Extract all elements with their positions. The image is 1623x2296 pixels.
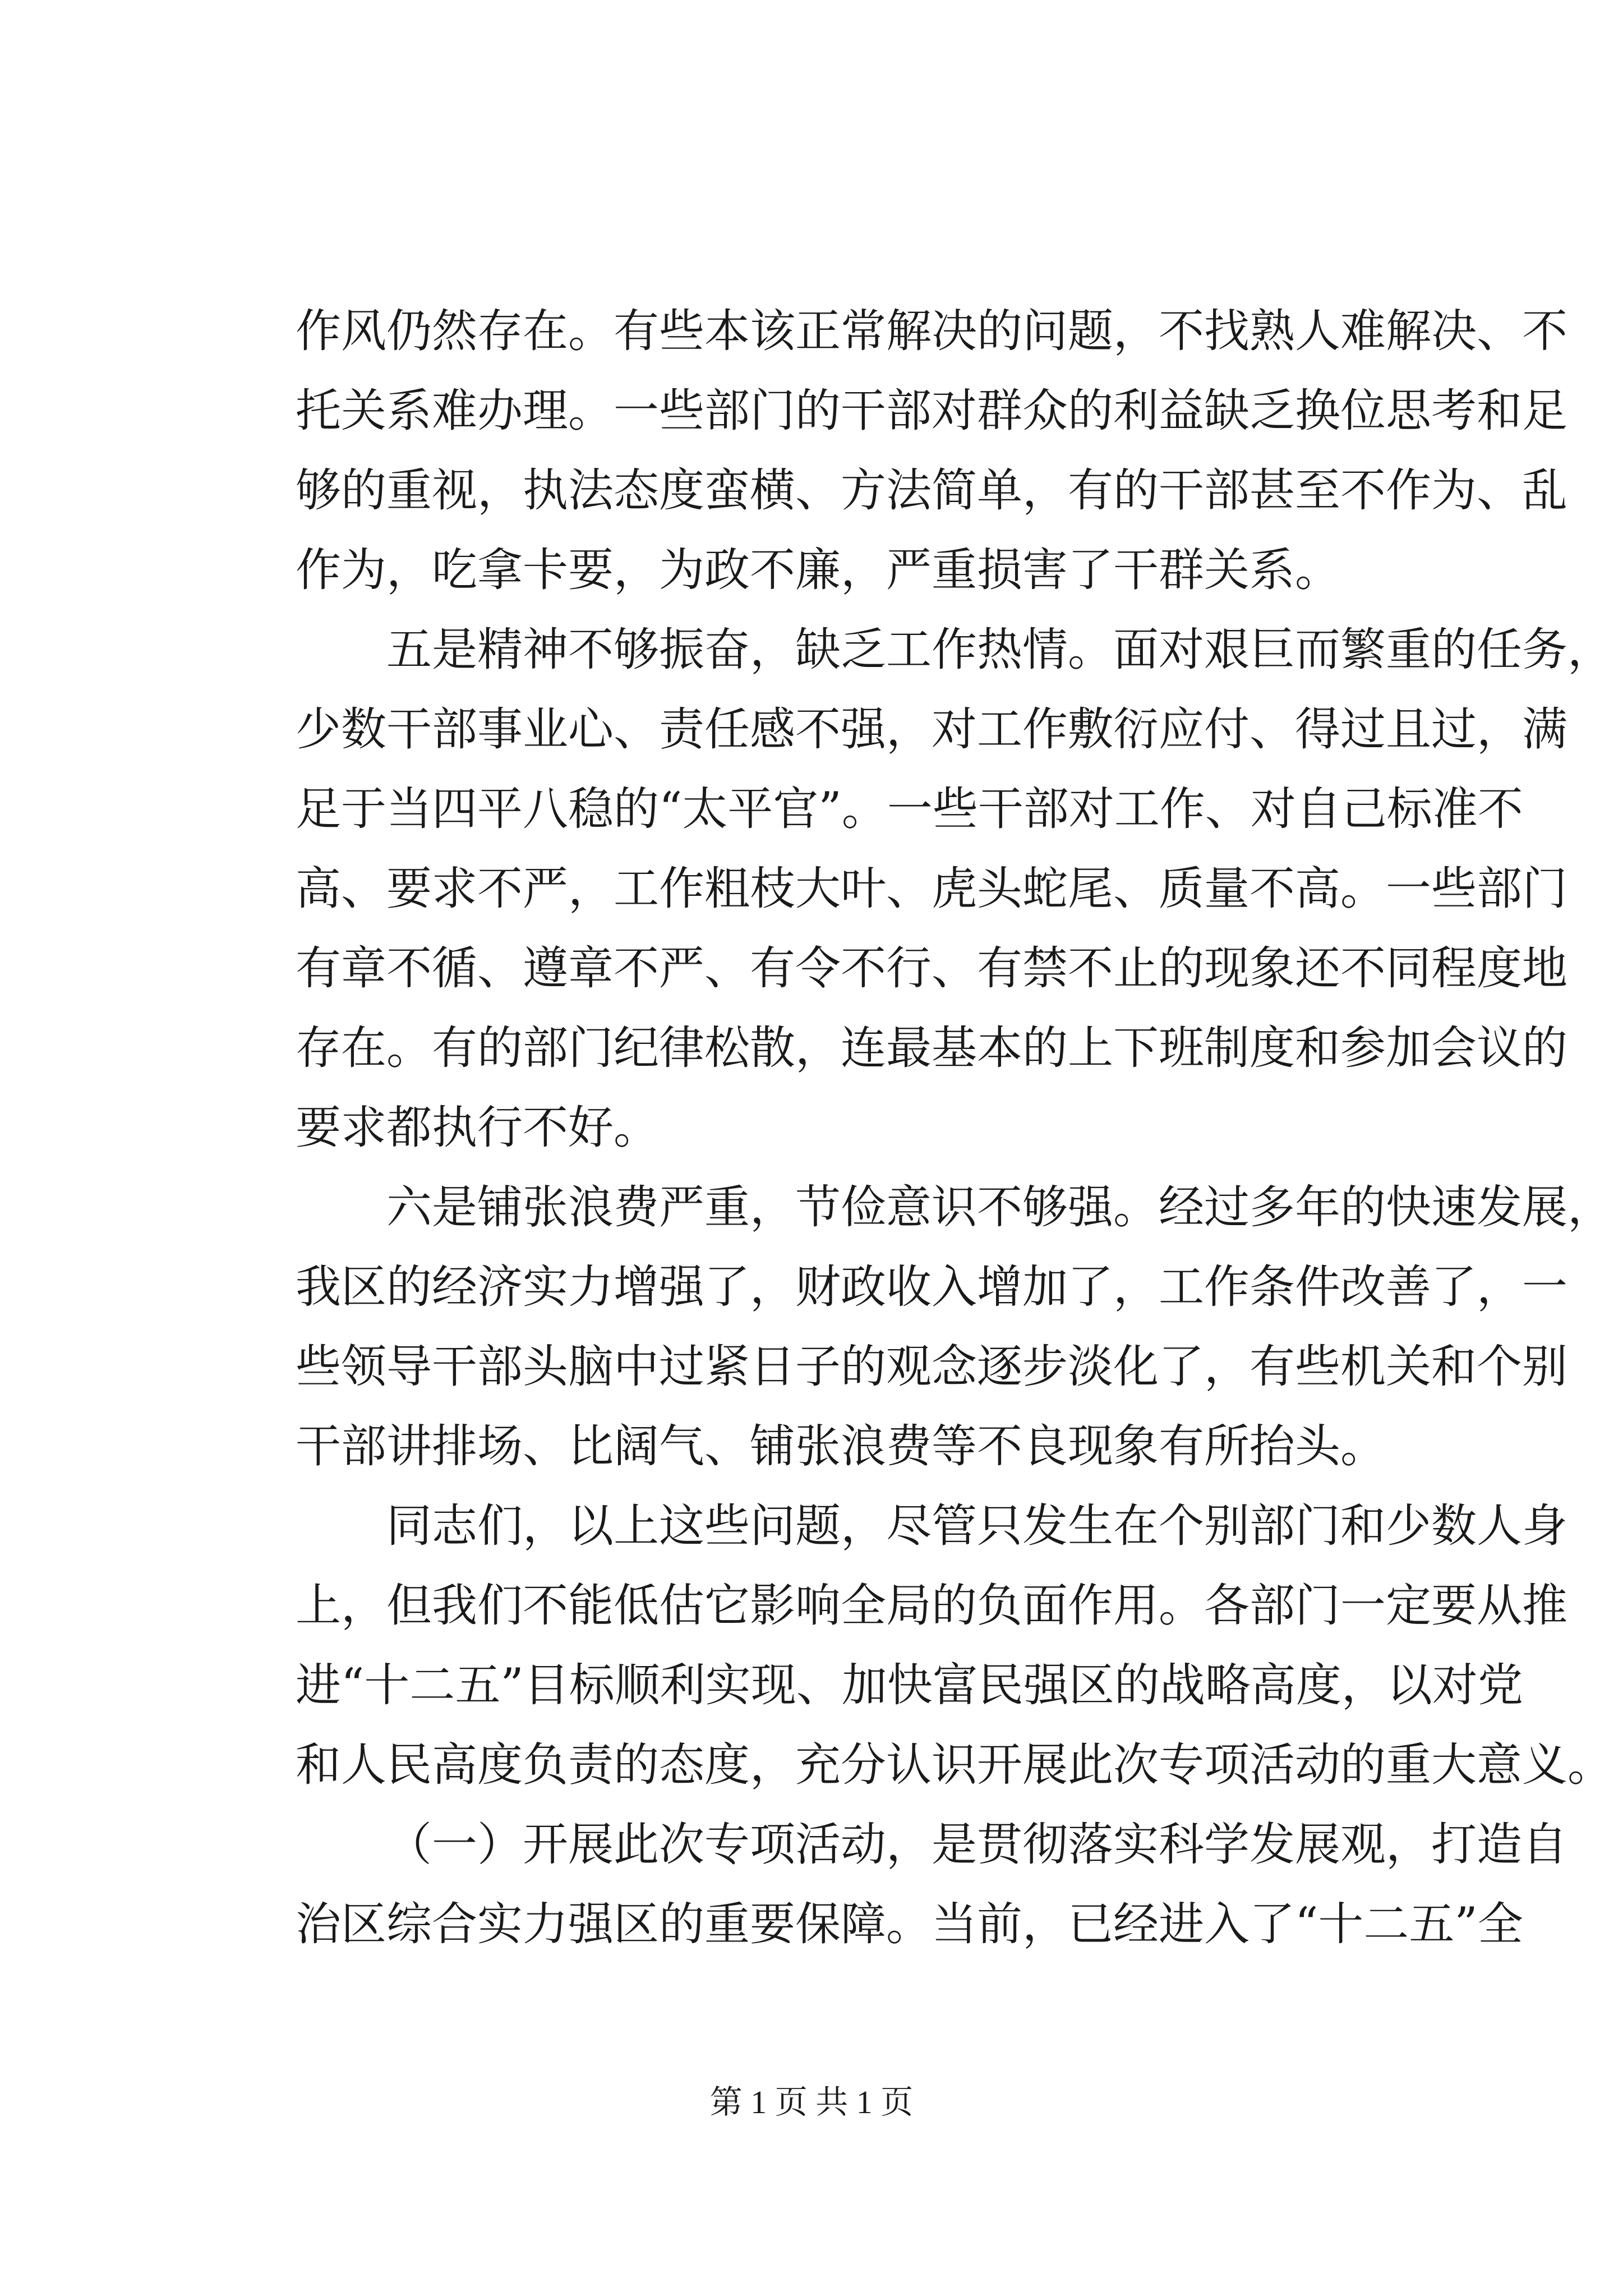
text-line: 高、要求不严，工作粗枝大叶、虎头蛇尾、质量不高。一些部门 [296,863,1568,915]
body-text [296,292,1613,1964]
text-line: 六是铺张浪费严重，节俭意识不够强。经过多年的快速发展， [386,1181,1613,1234]
text-line: 些领导干部头脑中过紧日子的观念逐步淡化了，有些机关和个别 [296,1341,1568,1393]
text-line: 作风仍然存在。有些本该正常解决的问题，不找熟人难解决、不 [296,305,1568,358]
text-line: （一）开展此次专项活动，是贯彻落实科学发展观，打造自 [386,1819,1568,1871]
text-line: 和人民高度负责的态度，充分认识开展此次专项活动的重大意义。 [296,1739,1613,1792]
text-line: 我区的经济实力增强了，财政收入增加了，工作条件改善了，一 [296,1261,1568,1314]
text-line: 作为，吃拿卡要，为政不廉，严重损害了干群关系。 [296,544,1341,597]
text-line: 上，但我们不能低估它影响全局的负面作用。各部门一定要从推 [296,1580,1568,1632]
text-line: 进“十二五”目标顺利实现、加快富民强区的战略高度，以对党 [296,1659,1523,1712]
text-line: 干部讲排场、比阔气、铺张浪费等不良现象有所抬头。 [296,1420,1386,1473]
text-line: 托关系难办理。一些部门的干部对群众的利益缺乏换位思考和足 [296,385,1568,438]
text-line: 要求都执行不好。 [296,1102,660,1154]
text-line: 五是精神不够振奋，缺乏工作热情。面对艰巨而繁重的任务， [386,624,1613,677]
text-line: 足于当四平八稳的“太平官”。一些干部对工作、对自己标准不 [296,783,1523,836]
text-line: 同志们，以上这些问题，尽管只发生在个别部门和少数人身 [386,1500,1568,1553]
text-line: 够的重视，执法态度蛮横、方法简单，有的干部甚至不作为、乱 [296,464,1568,517]
text-line: 有章不循、遵章不严、有令不行、有禁不止的现象还不同程度地 [296,942,1568,995]
text-line: 存在。有的部门纪律松散，连最基本的上下班制度和参加会议的 [296,1022,1568,1075]
page-footer: 第 1 页 共 1 页 [709,2084,914,2120]
text-line: 治区综合实力强区的重要保障。当前，已经进入了“十二五”全 [296,1898,1523,1951]
text-line: 少数干部事业心、责任感不强，对工作敷衍应付、得过且过，满 [296,703,1568,756]
